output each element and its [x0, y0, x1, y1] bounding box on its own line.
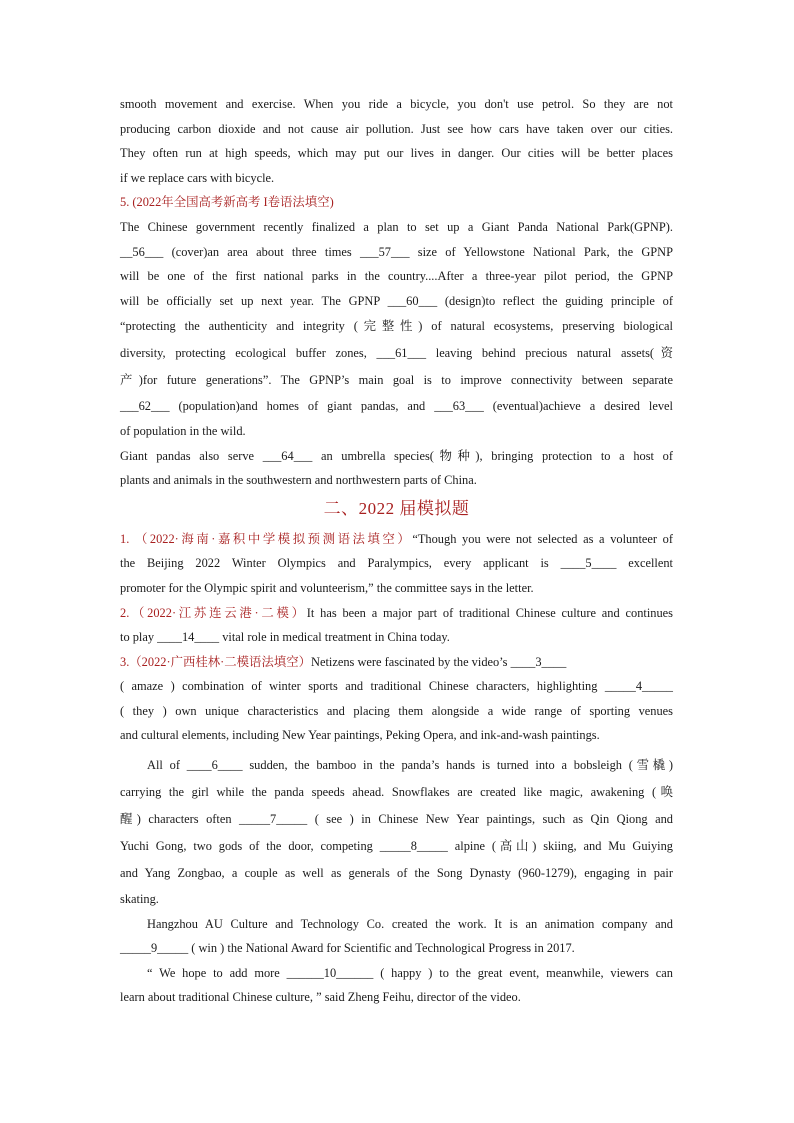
q5-line-8: ___62___ (population)and homes of giant pandas, and ___63___ (eventual)achieve a desired level [120, 399, 673, 414]
q5-line-6: diversity, protecting ecological buffer zones, ___61___ leaving behind precious natural assets(资 [120, 346, 673, 361]
intro-line-4: if we replace cars with bicycle. [120, 170, 275, 185]
intro-line-1: smooth movement and exercise. When you ride a bicycle, you don't use petrol. So they are not [120, 97, 673, 111]
m3-line-1-text: Netizens were fascinated by the video’s ____3____ [311, 654, 567, 669]
m1-line-3: promoter for the Olympic spirit and volunteerism,” the committee says in the letter. [120, 580, 534, 595]
m2-line-1-text: It has been a major part of traditional Chinese culture and continues [306, 605, 673, 620]
m3-line-1 [120, 650, 673, 675]
q5-line-3: will be one of the first national parks in the country....After a three-year pilot period, the GPNP [120, 269, 673, 284]
document-page [120, 92, 673, 1010]
m3-para2-line-1: All of ____6____ sudden, the bamboo in the panda’s hands is turned into a bobsleigh (雪橇) [147, 758, 673, 773]
m3-para3-line-2: _____9_____ ( win ) the National Award for Scientific and Technological Progress in 2017. [120, 941, 575, 956]
m1-line-1 [120, 527, 673, 552]
q5-line-7: 产)for future generations”. The GPNP’s main goal is to improve connectivity between separate [120, 373, 673, 388]
m3-line-2: ( amaze ) combination of winter sports and traditional Chinese characters, highlighting _____4_____ [120, 679, 673, 694]
m3-para3-line-1: Hangzhou AU Culture and Technology Co. created the work. It is an animation company and [147, 916, 673, 931]
m1-line-1-text: “Though you were not selected as a volunteer of [412, 531, 673, 546]
q5-line-9: of population in the wild. [120, 423, 246, 438]
m3-para2-line-2: carrying the girl while the panda speeds ahead. Snowflakes are created like magic, awakening (唤 [120, 785, 673, 800]
m3-para4-line-1: “ We hope to add more ______10______ ( happy ) to the great event, meanwhile, viewers can [147, 965, 673, 980]
m1-line-2: the Beijing 2022 Winter Olympics and Paralympics, every applicant is ____5____ excellent [120, 556, 673, 571]
m2-source: 2.（2022·江苏连云港·二模） [120, 605, 307, 620]
q5-line-10: Giant pandas also serve ___64___ an umbrella species(物种), bringing protection to a host of [120, 448, 673, 463]
m3-para2-line-5: and Yang Zongbao, a couple as well as generals of the Song Dynasty (960-1279), engaging in pair [120, 866, 673, 881]
section-heading: 二、2022 届模拟题 [323, 498, 470, 518]
q5-line-11: plants and animals in the southwestern and northwestern parts of China. [120, 473, 477, 488]
q5-line-1: The Chinese government recently finalized a plan to set up a Giant Panda National Park(GPNP). [120, 219, 673, 234]
m3-para2-line-6: skating. [120, 892, 159, 907]
intro-line-2: producing carbon dioxide and not cause air pollution. Just see how cars have taken over our cities. [120, 121, 673, 136]
m1-source: 1. （2022·海南·嘉积中学模拟预测语法填空） [120, 531, 413, 546]
m3-para2-line-3: 醒) characters often _____7_____ ( see ) in Chinese New Year paintings, such as Qin Qiong and [120, 812, 673, 827]
q5-line-5: “protecting the authenticity and integrity (完整性) of natural ecosystems, preserving biological [120, 319, 673, 334]
m3-source: 3.（2022·广西桂林·二模语法填空） [120, 654, 312, 669]
q5-heading: 5. (2022年全国高考新高考 I卷语法填空) [120, 195, 334, 210]
m3-para2-line-4: Yuchi Gong, two gods of the door, competing _____8_____ alpine (高山) skiing, and Mu Guiying [120, 839, 673, 854]
q5-line-4: will be officially set up next year. The GPNP ___60___ (design)to reflect the guiding principle of [120, 293, 673, 308]
m3-line-3: ( they ) own unique characteristics and placing them alongside a wide range of sporting venues [120, 703, 673, 718]
m2-line-2: to play ____14____ vital role in medical treatment in China today. [120, 630, 450, 645]
m3-para4-line-2: learn about traditional Chinese culture, ” said Zheng Feihu, director of the video. [120, 990, 521, 1005]
m2-line-1 [120, 601, 673, 626]
m3-line-4: and cultural elements, including New Year paintings, Peking Opera, and ink-and-wash paintings. [120, 728, 600, 743]
q5-line-2: __56___ (cover)an area about three times ___57___ size of Yellowstone National Park, the GPNP [120, 244, 673, 259]
intro-line-3: They often run at high speeds, which may put our lives in danger. Our cities will be better places [120, 146, 673, 161]
